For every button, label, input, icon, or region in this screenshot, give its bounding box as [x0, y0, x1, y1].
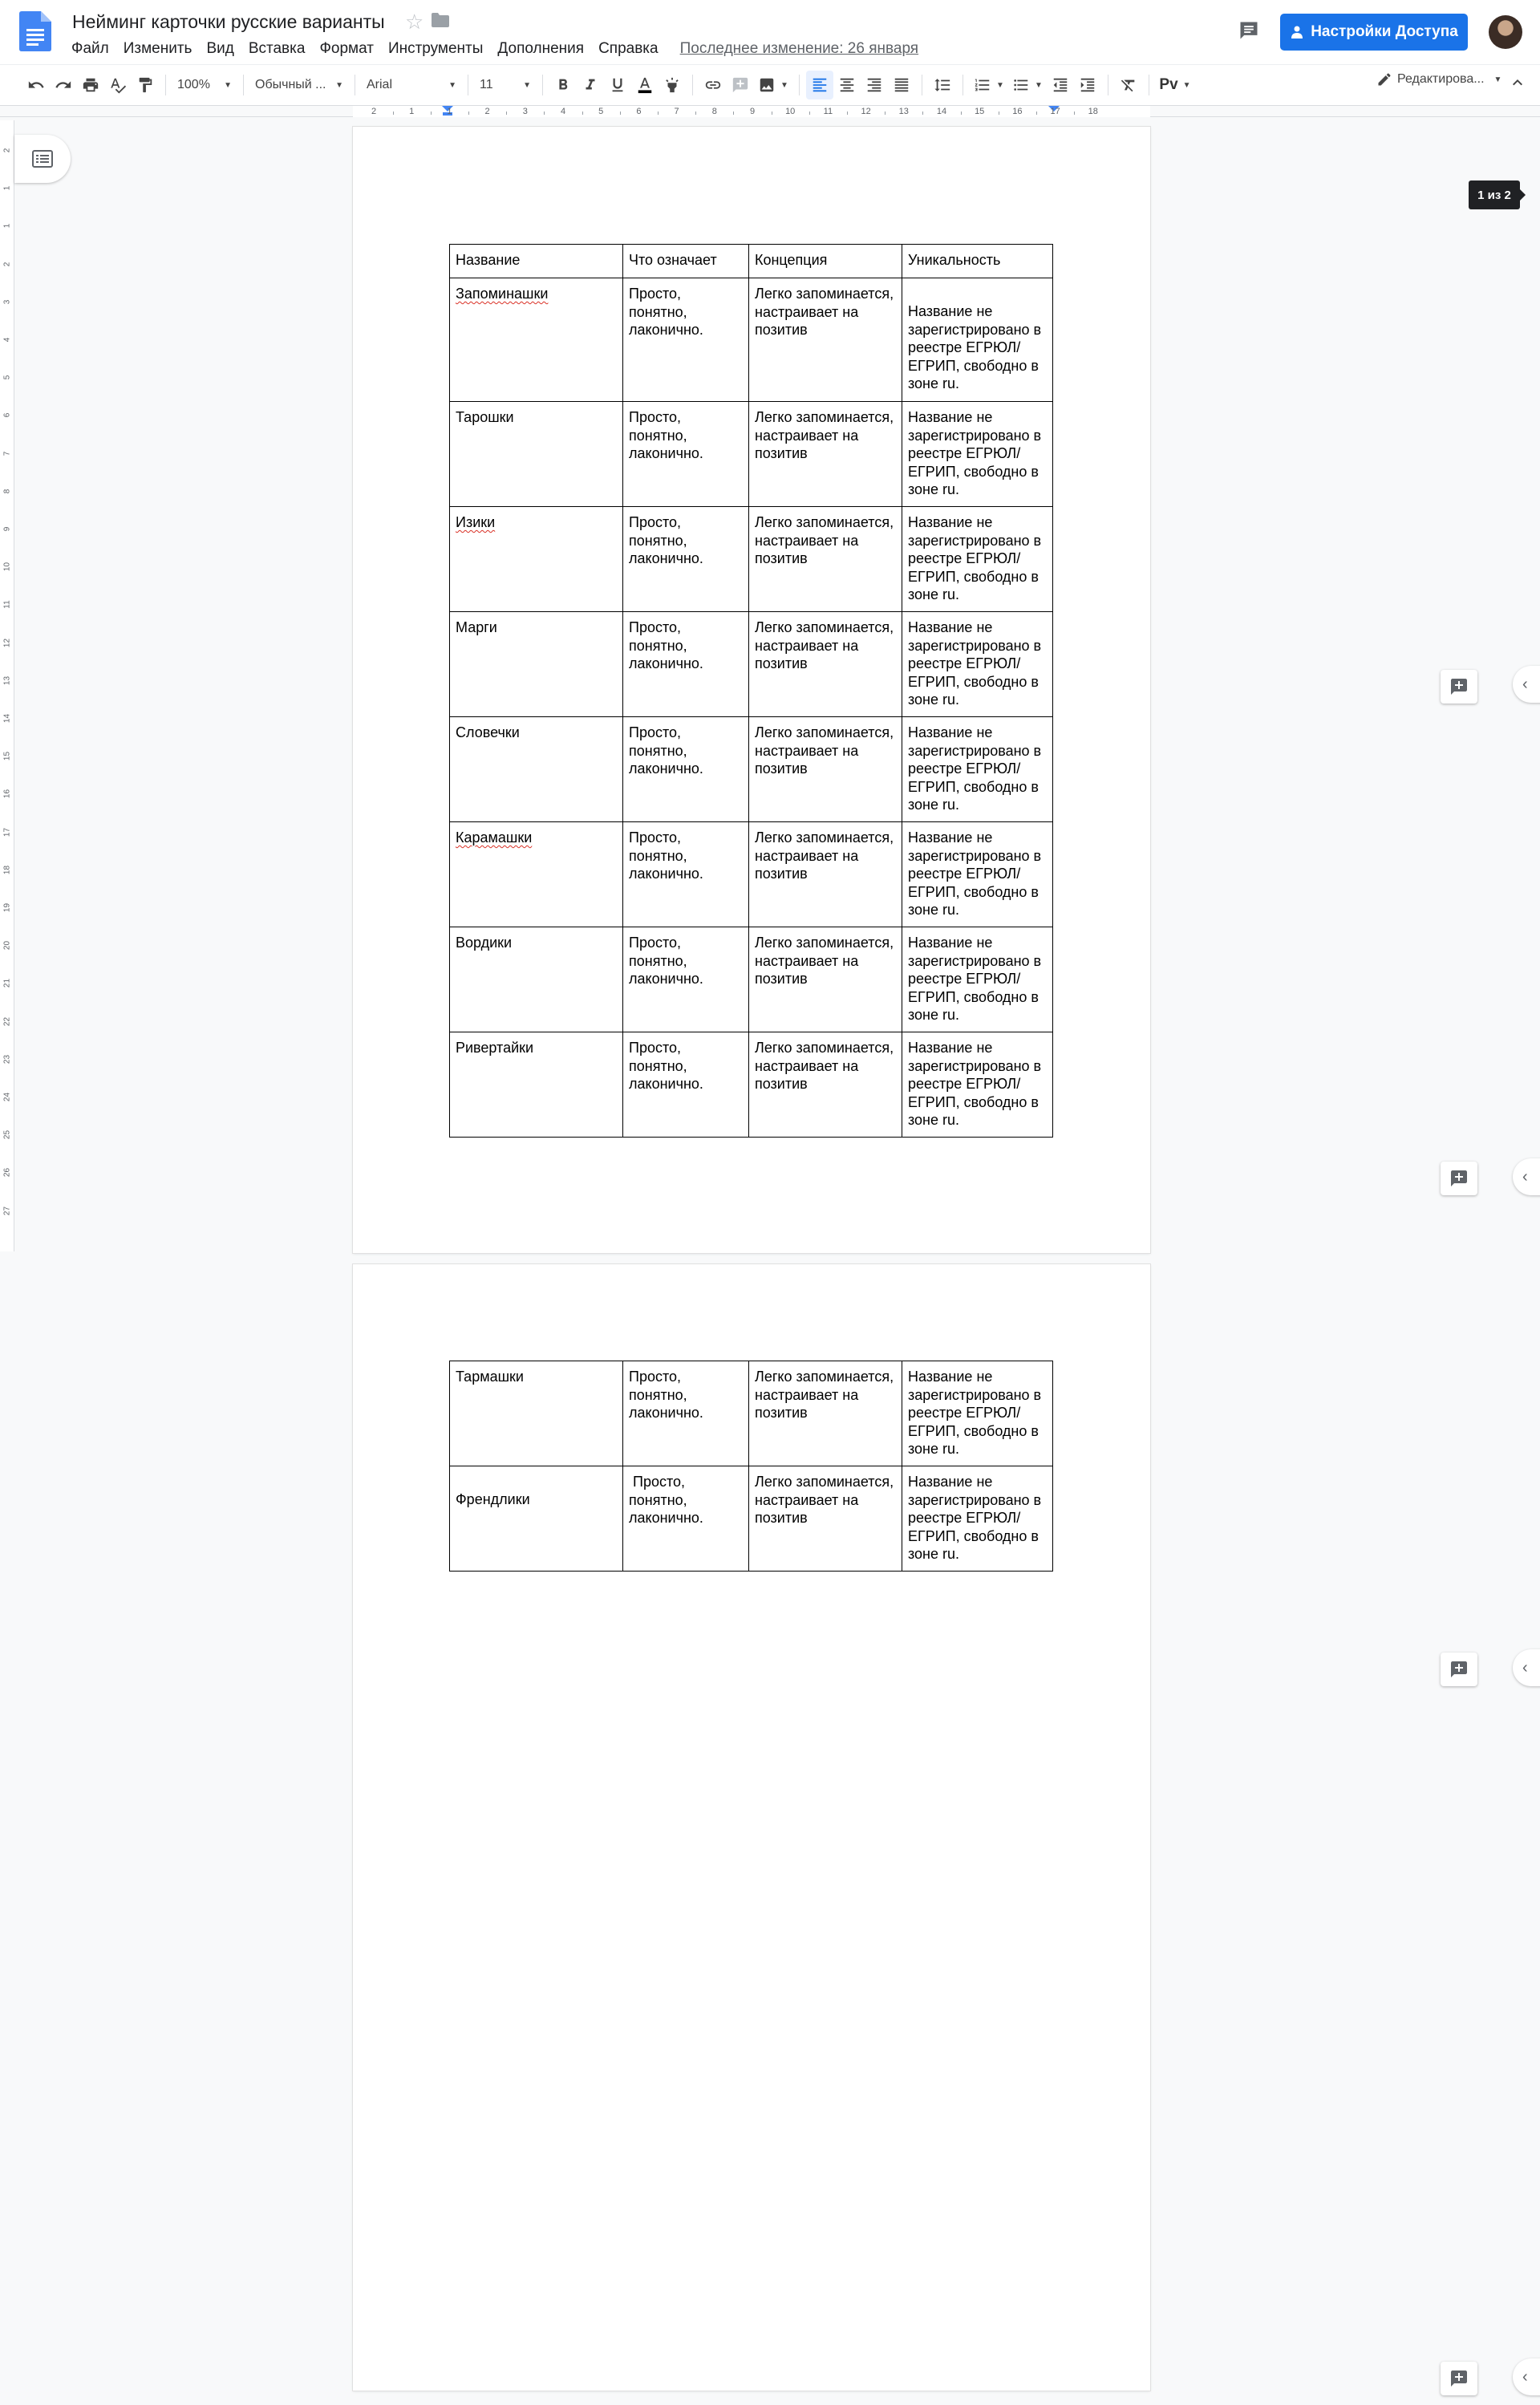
concept-cell[interactable]: Легко запоминается, настраивает на позитив [749, 1466, 902, 1572]
add-comment-floating-button[interactable] [1441, 2362, 1477, 2395]
docs-logo-icon[interactable] [19, 11, 51, 51]
table-row [450, 1032, 1053, 1138]
editing-mode-label: Редактирова... [1397, 72, 1485, 86]
ruler-label: 7 [674, 107, 679, 116]
concept-cell[interactable]: Легко запоминается, настраивает на позитив [749, 822, 902, 927]
ruler-label: 3 [522, 107, 528, 116]
ruler-tick [695, 112, 696, 115]
table-row [450, 507, 1053, 612]
toolbar-divider [799, 75, 800, 95]
menu-insert[interactable]: Вставка [248, 40, 306, 57]
highlighter-icon [663, 76, 681, 94]
ruler-tick [658, 112, 659, 115]
menu-edit[interactable]: Изменить [123, 40, 192, 57]
add-comment-icon [1449, 1169, 1469, 1188]
font-size-select[interactable] [475, 71, 536, 99]
font-size-value: 11 [480, 78, 493, 91]
ruler-label: 15 [975, 107, 985, 116]
chevron-left-icon: ‹ [1522, 2367, 1528, 2386]
table-row [450, 402, 1053, 507]
document-title[interactable]: Нейминг карточки русские варианты [72, 11, 385, 32]
unique-cell[interactable] [902, 278, 1053, 402]
menu-bar [64, 39, 918, 59]
ruler-label: 9 [2, 526, 12, 532]
ruler-label: 2 [371, 107, 377, 116]
text-color-icon [636, 76, 654, 94]
name-cell[interactable] [450, 278, 623, 402]
paint-format-icon [136, 76, 154, 94]
ruler-label: 18 [2, 865, 12, 874]
name-cell[interactable] [450, 507, 623, 612]
document-page-1[interactable] [353, 127, 1150, 1253]
ruler-label: 1 [409, 107, 415, 116]
horizontal-ruler[interactable] [0, 106, 1540, 117]
chevron-left-icon: ‹ [1522, 1167, 1528, 1186]
person-icon [1290, 25, 1304, 39]
table-header-row [450, 245, 1053, 278]
menu-view[interactable]: Вид [206, 40, 234, 57]
ruler-tick [393, 112, 394, 115]
side-panel-toggle[interactable] [1513, 2358, 1540, 2395]
name-text: Изики [456, 514, 496, 530]
name-cell[interactable]: Словечки [450, 717, 623, 822]
means-cell[interactable]: Просто, понятно, лаконично. [623, 278, 749, 402]
side-panel-toggle[interactable] [1513, 666, 1540, 703]
ruler-label: 6 [2, 413, 12, 418]
align-right-button[interactable] [861, 71, 888, 99]
style-value: Обычный ... [255, 78, 326, 91]
chevron-down-icon: ▼ [335, 80, 343, 90]
ruler-tick [620, 112, 621, 115]
line-spacing-icon [934, 76, 951, 94]
chevron-down-icon: ▼ [448, 80, 456, 90]
table-row [450, 1466, 1053, 1572]
ruler-label: 7 [2, 451, 12, 456]
table-row [450, 927, 1053, 1032]
align-left-icon [811, 76, 829, 94]
unique-cell[interactable]: Название не зарегистрировано в реестре ЕГРЮЛ/ЕГРИП, свободно в зоне ru. [902, 612, 1053, 717]
pencil-icon [1376, 71, 1392, 87]
name-text: Запоминашки [456, 286, 549, 302]
add-comment-floating-button[interactable] [1441, 670, 1477, 704]
chevron-down-icon: ▼ [523, 80, 531, 90]
zoom-select[interactable] [172, 71, 237, 99]
concept-cell[interactable]: Легко запоминается, настраивает на позитив [749, 927, 902, 1032]
means-cell[interactable]: Просто, понятно, лаконично. [623, 402, 749, 507]
vertical-ruler[interactable] [0, 120, 14, 1251]
table-row [450, 717, 1053, 822]
chevron-down-icon: ▼ [1035, 80, 1043, 90]
italic-button[interactable] [577, 71, 604, 99]
header-cell-means[interactable]: Что означает [623, 245, 749, 278]
ruler-label: 10 [2, 562, 12, 572]
chevron-down-icon: ▼ [996, 80, 1004, 90]
comment-history-icon[interactable] [1238, 19, 1260, 42]
means-cell[interactable]: Просто, понятно, лаконично. [623, 1361, 749, 1466]
clear-formatting-icon [1120, 76, 1137, 94]
last-edit-link[interactable]: Последнее изменение: 26 января [679, 40, 919, 57]
ruler-label: 3 [2, 299, 12, 305]
unique-cell[interactable]: Название не зарегистрировано в реестре ЕГРЮЛ/ЕГРИП, свободно в зоне ru. [902, 507, 1053, 612]
add-comment-icon [1449, 677, 1469, 696]
name-cell[interactable]: Вордики [450, 927, 623, 1032]
chevron-down-icon: ▼ [1182, 80, 1191, 90]
align-right-icon [865, 76, 883, 94]
ruler-tick [544, 112, 545, 115]
side-panel-toggle[interactable] [1513, 1158, 1540, 1195]
header-cell-name[interactable]: Название [450, 245, 623, 278]
ruler-label: 5 [598, 107, 604, 116]
ruler-label: 2 [484, 107, 490, 116]
ruler-label: 10 [785, 107, 796, 116]
unique-cell[interactable]: Название не зарегистрировано в реестре ЕГРЮЛ/ЕГРИП, свободно в зоне ru. [902, 402, 1053, 507]
print-button[interactable] [77, 71, 104, 99]
table-row [450, 612, 1053, 717]
naming-table[interactable] [449, 244, 1053, 1138]
concept-cell[interactable]: Легко запоминается, настраивает на позитив [749, 507, 902, 612]
toolbar-divider [243, 75, 244, 95]
table-row [450, 278, 1053, 402]
menu-format[interactable]: Формат [319, 40, 374, 57]
ruler-label: 14 [2, 713, 12, 724]
addon-button[interactable] [1156, 71, 1194, 99]
table-row [450, 822, 1053, 927]
ruler-label: 8 [2, 489, 12, 494]
chevron-down-icon: ▼ [780, 80, 788, 90]
ruler-tick [1036, 112, 1037, 115]
means-cell[interactable]: Просто, понятно, лаконично. [623, 507, 749, 612]
align-justify-button[interactable] [888, 71, 915, 99]
name-text: Френдлики [456, 1491, 530, 1507]
ruler-label: 4 [560, 107, 566, 116]
toolbar-divider [962, 75, 963, 95]
ruler-label: 18 [1088, 107, 1098, 116]
numbered-list-icon [974, 76, 991, 94]
header-cell-concept[interactable]: Концепция [749, 245, 902, 278]
unique-cell[interactable]: Название не зарегистрировано в реестре ЕГРЮЛ/ЕГРИП, свободно в зоне ru. [902, 1032, 1053, 1138]
ruler-tick [961, 112, 962, 115]
document-page-2[interactable] [353, 1264, 1150, 2391]
insert-link-button[interactable] [699, 71, 727, 99]
add-comment-icon [732, 76, 749, 94]
bold-icon [554, 76, 572, 94]
ruler-label: 2 [2, 262, 12, 266]
style-select[interactable] [250, 71, 348, 99]
unique-cell[interactable]: Название не зарегистрировано в реестре ЕГРЮЛ/ЕГРИП, свободно в зоне ru. [902, 822, 1053, 927]
redo-button[interactable] [50, 71, 77, 99]
image-icon [758, 76, 776, 94]
concept-cell[interactable]: Легко запоминается, настраивает на позитив [749, 1361, 902, 1466]
link-icon [704, 76, 722, 94]
align-left-button[interactable] [806, 71, 833, 99]
name-cell[interactable]: Марги [450, 612, 623, 717]
ruler-label: 20 [2, 941, 12, 951]
means-cell[interactable]: Просто, понятно, лаконично. [623, 927, 749, 1032]
add-comment-icon [1449, 2369, 1469, 2388]
ruler-label: 17 [1050, 107, 1060, 116]
ruler-label: 19 [2, 902, 12, 913]
document-outline-button[interactable] [14, 135, 71, 183]
unique-cell[interactable]: Название не зарегистрировано в реестре ЕГРЮЛ/ЕГРИП, свободно в зоне ru. [902, 1361, 1053, 1466]
underline-icon [609, 76, 626, 94]
undo-icon [27, 76, 45, 94]
line-spacing-button[interactable] [929, 71, 956, 99]
name-cell[interactable]: Тармашки [450, 1361, 623, 1466]
folder-icon[interactable] [432, 13, 449, 27]
ruler-tick [809, 112, 810, 115]
blank-line [908, 285, 1047, 302]
menu-help[interactable]: Справка [598, 40, 659, 57]
spellcheck-button[interactable] [104, 71, 132, 99]
page-counter-badge: 1 из 2 [1469, 180, 1520, 209]
user-avatar[interactable] [1489, 15, 1522, 49]
ruler-label: 1 [2, 185, 12, 191]
ruler-tick [885, 112, 886, 115]
addon-label: Pv [1159, 76, 1178, 93]
add-comment-floating-button[interactable] [1441, 1653, 1477, 1686]
name-cell[interactable]: Ривертайки [450, 1032, 623, 1138]
ruler-label: 22 [2, 1016, 12, 1026]
ruler-label: 9 [749, 107, 756, 116]
ruler-label: 23 [2, 1054, 12, 1064]
increase-indent-icon [1079, 76, 1096, 94]
ruler-label: 13 [898, 107, 909, 116]
chevron-up-icon[interactable] [1508, 73, 1527, 92]
add-comment-floating-button[interactable] [1441, 1162, 1477, 1195]
text-color-button[interactable] [631, 71, 659, 99]
name-cell[interactable] [450, 1466, 623, 1572]
ruler-label: 24 [2, 1092, 12, 1102]
ruler-tick [506, 112, 507, 115]
ruler-label: 11 [2, 600, 12, 610]
app-header [0, 0, 1540, 64]
ruler-label: 16 [2, 789, 12, 799]
toolbar-divider [692, 75, 693, 95]
concept-cell[interactable]: Легко запоминается, настраивает на позитив [749, 717, 902, 822]
side-panel-toggle[interactable] [1513, 1649, 1540, 1686]
means-cell[interactable]: Просто, понятно, лаконично. [623, 717, 749, 822]
ruler-tick [847, 112, 848, 115]
chevron-down-icon: ▼ [224, 80, 232, 90]
ruler-tick [468, 112, 469, 115]
name-cell[interactable]: Тарошки [450, 402, 623, 507]
bulleted-list-button[interactable] [1008, 71, 1047, 99]
editing-mode-select[interactable] [1376, 71, 1502, 87]
table-row [450, 1361, 1053, 1466]
share-button-label: Настройки Доступа [1311, 23, 1458, 40]
spellcheck-icon [109, 76, 127, 94]
decrease-indent-button[interactable] [1047, 71, 1074, 99]
share-button[interactable] [1280, 14, 1468, 51]
header-cell-unique[interactable]: Уникальность [902, 245, 1053, 278]
toolbar-divider [165, 75, 166, 95]
unique-cell[interactable]: Название не зарегистрировано в реестре ЕГРЮЛ/ЕГРИП, свободно в зоне ru. [902, 1466, 1053, 1572]
ruler-tick [1074, 112, 1075, 115]
blank-line [456, 1473, 617, 1490]
ruler-label: 12 [861, 107, 871, 116]
redo-icon [55, 76, 72, 94]
insert-image-button[interactable] [754, 71, 792, 99]
ruler-label: 5 [2, 375, 12, 380]
zoom-value: 100% [177, 78, 210, 91]
toolbar-divider [542, 75, 543, 95]
means-cell[interactable]: Просто, понятно, лаконично. [623, 1032, 749, 1138]
add-comment-icon [1449, 1660, 1469, 1679]
ruler-label: 8 [711, 107, 717, 116]
means-cell[interactable]: Просто, понятно, лаконично. [623, 822, 749, 927]
ruler-tick [582, 112, 583, 115]
means-cell[interactable]: Просто, понятно, лаконично. [623, 1466, 749, 1572]
ruler-tick [922, 112, 923, 115]
increase-indent-button[interactable] [1074, 71, 1101, 99]
print-icon [82, 76, 99, 94]
ruler-tick [431, 112, 432, 115]
ruler-label: 17 [2, 827, 12, 837]
toolbar [0, 64, 1540, 106]
menu-addons[interactable]: Дополнения [497, 40, 585, 57]
ruler-label: 11 [823, 107, 833, 116]
unique-cell[interactable]: Название не зарегистрировано в реестре ЕГРЮЛ/ЕГРИП, свободно в зоне ru. [902, 927, 1053, 1032]
underline-button[interactable] [604, 71, 631, 99]
ruler-label: 4 [2, 337, 12, 343]
ruler-label: 2 [2, 148, 12, 153]
font-value: Arial [367, 78, 393, 91]
menu-tools[interactable]: Инструменты [387, 40, 484, 57]
numbered-list-button[interactable] [970, 71, 1008, 99]
ruler-label: 14 [936, 107, 947, 116]
chevron-left-icon: ‹ [1522, 1658, 1528, 1677]
concept-cell[interactable]: Легко запоминается, настраивает на позитив [749, 278, 902, 402]
name-text: Карамашки [456, 829, 533, 846]
undo-button[interactable] [22, 71, 50, 99]
align-center-icon [838, 76, 856, 94]
ruler-label: 6 [636, 107, 642, 116]
chevron-down-icon: ▼ [1493, 75, 1502, 84]
ruler-tick [733, 112, 734, 115]
bold-button[interactable] [549, 71, 577, 99]
paint-format-button[interactable] [132, 71, 159, 99]
ruler-label: 15 [2, 752, 12, 761]
unique-cell[interactable]: Название не зарегистрировано в реестре ЕГРЮЛ/ЕГРИП, свободно в зоне ru. [902, 717, 1053, 822]
chevron-left-icon: ‹ [1522, 675, 1528, 693]
outline-list-icon [32, 150, 53, 168]
align-justify-icon [893, 76, 910, 94]
means-cell[interactable]: Просто, понятно, лаконично. [623, 612, 749, 717]
italic-icon [582, 76, 599, 94]
ruler-label: 1 [2, 224, 12, 229]
highlight-button[interactable] [659, 71, 686, 99]
menu-file[interactable]: Файл [71, 40, 109, 57]
ruler-label: 27 [2, 1206, 12, 1215]
ruler-label: 25 [2, 1130, 12, 1140]
clear-formatting-button[interactable] [1115, 71, 1142, 99]
ruler-label: 26 [2, 1168, 12, 1178]
concept-cell[interactable]: Легко запоминается, настраивает на позитив [749, 612, 902, 717]
star-icon[interactable]: ☆ [405, 10, 424, 34]
ruler-label: 16 [1012, 107, 1023, 116]
naming-table-continued[interactable] [449, 1361, 1053, 1572]
add-comment-button[interactable] [727, 71, 754, 99]
decrease-indent-icon [1052, 76, 1069, 94]
name-cell[interactable] [450, 822, 623, 927]
concept-cell[interactable]: Легко запоминается, настраивает на позитив [749, 1032, 902, 1138]
concept-cell[interactable]: Легко запоминается, настраивает на позитив [749, 402, 902, 507]
ruler-label: 1 [447, 107, 452, 116]
ruler-label: 12 [2, 638, 12, 647]
unique-text: Название не зарегистрировано в реестре ЕГРЮЛ/ЕГРИП, свободно в зоне ru. [908, 303, 1042, 391]
ruler-label: 13 [2, 675, 12, 685]
bulleted-list-icon [1012, 76, 1030, 94]
font-select[interactable] [362, 71, 461, 99]
align-center-button[interactable] [833, 71, 861, 99]
ruler-label: 21 [2, 979, 12, 988]
